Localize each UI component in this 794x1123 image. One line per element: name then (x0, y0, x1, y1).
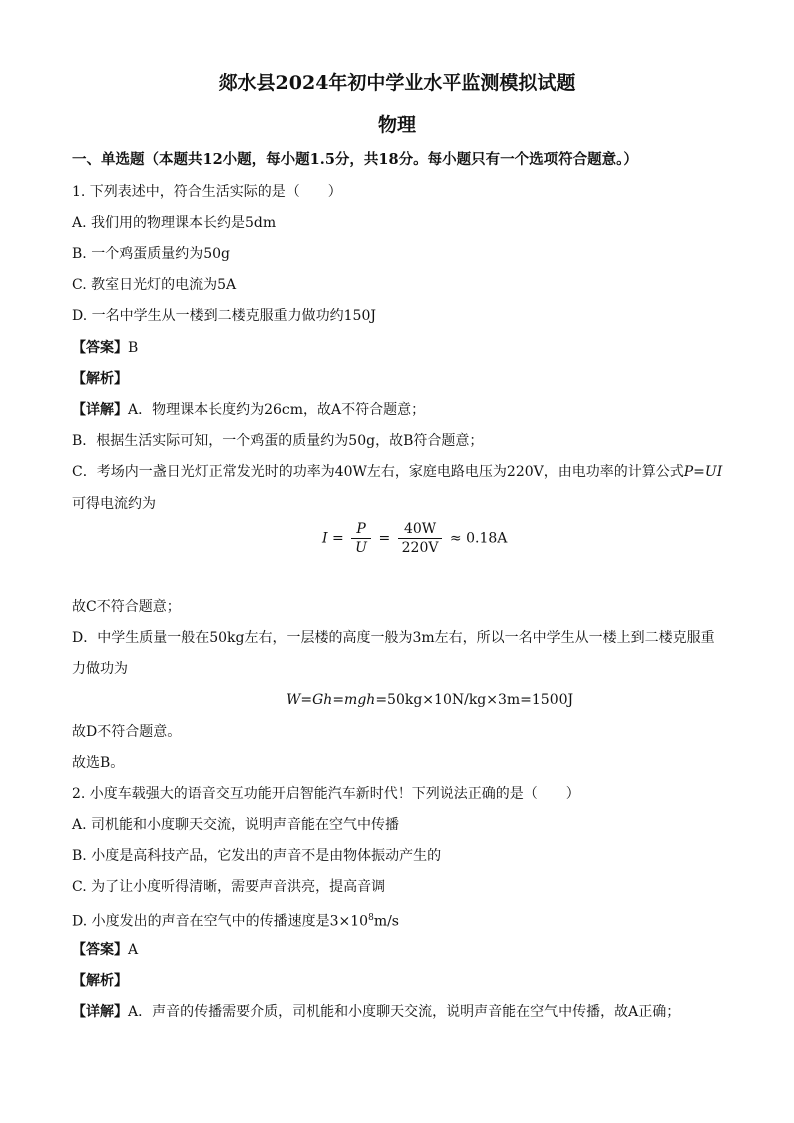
q2-detail-a: 【详解】A．声音的传播需要介质，司机能和小度聊天交流，说明声音能在空气中传播，故A正确； (72, 1004, 681, 1020)
inline-formula: P=UI (683, 464, 723, 480)
q2-option-a: A. 司机能和小度聊天交流，说明声音能在空气中传播 (72, 817, 400, 833)
q1-d-conclusion: 故D不符合题意。 (72, 724, 182, 740)
q2-analysis-tag: 【解析】 (72, 973, 128, 989)
q2-stem: 2. 小度车载强大的语音交互功能开启智能汽车新时代！下列说法正确的是（ ） (72, 786, 580, 802)
q1-option-c: C. 教室日光灯的电流为5A (72, 277, 237, 293)
answer-tag: 【答案】 (72, 942, 128, 958)
q1-analysis-tag: 【解析】 (72, 371, 128, 387)
detail-tag: 【详解】 (72, 402, 128, 418)
subject-title: 物理 (377, 114, 416, 136)
q1-option-a: A. 我们用的物理课本长约是5dm (72, 215, 277, 231)
detail-tag: 【详解】 (72, 1004, 128, 1020)
q1-detail-c: C．考场内一盏日光灯正常发光时的功率为40W左右，家庭电路电压为220V，由电功率的计算公式P=UI (72, 464, 723, 480)
answer-value: B (128, 340, 139, 356)
q2-answer (72, 940, 138, 960)
answer-tag: 【答案】 (72, 340, 128, 356)
current-formula: I = $\frac{P}{U}$ = $\frac{40W}{220V}$ ≈ 0.18A (322, 521, 508, 556)
q1-detail-d-cont: 力做功为 (72, 661, 128, 677)
q2-option-c: C. 为了让小度听得清晰，需要声音洪亮，提高音调 (72, 879, 386, 895)
q1-detail-d: D．中学生质量一般在50kg左右，一层楼的高度一般为3m左右，所以一名中学生从一楼上到二楼克服重 (72, 630, 715, 646)
q1-c-conclusion: 故C不符合题意； (72, 599, 181, 615)
q2-option-b: B. 小度是高科技产品，它发出的声音不是由物体振动产生的 (72, 848, 442, 864)
q2-option-d: D. 小度发出的声音在空气中的传播速度是$3\times 10^8m/s$ (72, 913, 399, 930)
exam-title: 郯水县2024年初中学业水平监测模拟试题 (218, 72, 576, 94)
q1-option-b: B. 一个鸡蛋质量约为50g (72, 246, 230, 262)
q1-choose: 故选B。 (72, 755, 125, 771)
answer-value: A (128, 942, 139, 958)
q1-detail-b: B．根据生活实际可知，一个鸡蛋的质量约为50g，故B符合题意； (72, 433, 484, 449)
q1-option-d: D. 一名中学生从一楼到二楼克服重力做功约150J (72, 308, 376, 324)
q1-detail-a: 【详解】A．物理课本长度约为26cm，故A不符合题意； (72, 402, 426, 418)
q1-stem: 1. 下列表述中，符合生活实际的是（ ） (72, 184, 342, 200)
q1-detail-c-cont: 可得电流约为 (72, 496, 156, 512)
work-formula: W=Gh=mgh=50kg×10N/kg×3m=1500J (286, 692, 574, 708)
fraction-p-u: $\frac{P}{U}$ (351, 520, 371, 557)
section-heading: 一、单选题（本题共12小题，每小题1.5分，共18分。每小题只有一个选项符合题意。） (72, 151, 638, 168)
q1-answer (72, 338, 138, 358)
fraction-values: $\frac{40W}{220V}$ (398, 520, 443, 557)
